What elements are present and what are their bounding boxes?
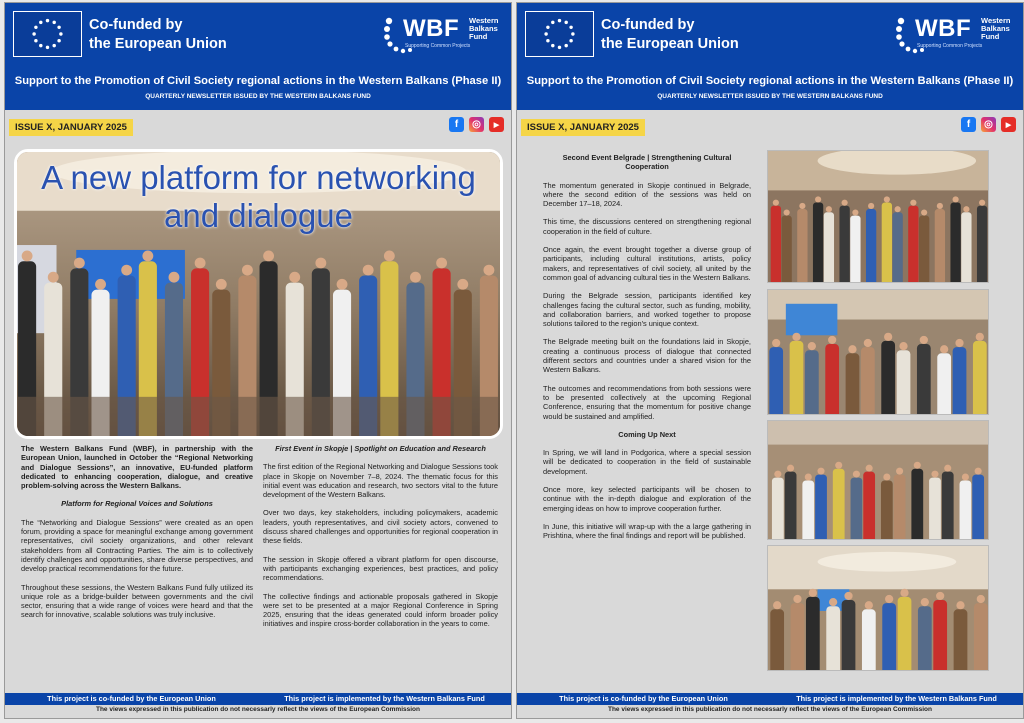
article-subheading: First Event in Skopje | Spotlight on Education and Research xyxy=(275,444,486,453)
wbf-name xyxy=(469,17,498,41)
facebook-icon[interactable]: f xyxy=(449,117,464,132)
newsletter-subtitle: QUARTERLY NEWSLETTER ISSUED BY THE WESTERN BALKANS FUND xyxy=(657,93,883,100)
person-head xyxy=(921,598,929,606)
person-head xyxy=(483,265,494,276)
project-title: Support to the Promotion of Civil Society regional actions in the Western Balkans (Phase II) xyxy=(14,75,502,87)
article-paragraph: The “Networking and Dialogue Sessions” were created as an open forum, providing a space for meaningful exchange among government representatives, civil society organizations, and other relevant stakeholders from all Contracting Parties. The aim is to collectively identify challenges and opportunities, share diverse perspectives, and develop practical recommendations for the future. xyxy=(21,517,253,574)
article-paragraph: Over two days, key stakeholders, including policymakers, academic leaders, youth representatives, and civil society actors, convened to discuss shared challenges and opportunities for regional cooperation in these fields. xyxy=(263,508,498,546)
article-paragraph: Once again, the event brought together a diverse group of participants, including cultural institutions, artists, policy makers, and representatives of civil society, all united by the common goal of advancing cultural ties in the Western Balkans. xyxy=(543,245,751,282)
person-figure xyxy=(950,202,960,282)
person-head xyxy=(817,468,824,475)
person-figure xyxy=(850,216,860,282)
person-figure xyxy=(908,206,918,282)
person-figure xyxy=(785,472,797,539)
facebook-icon[interactable]: f xyxy=(961,117,976,132)
person-head xyxy=(826,206,832,212)
person-head xyxy=(914,462,921,469)
wbf-name-line-3: Fund xyxy=(469,32,488,41)
hero-group-photo xyxy=(14,149,503,439)
hero-headline-line-1: A new platform for networking xyxy=(41,159,476,196)
person-figure xyxy=(917,344,931,414)
article-paragraph: This time, the discussions centered on strengthening regional cooperation in the field of culture. xyxy=(543,217,751,236)
social-links xyxy=(961,117,1016,132)
photo-illustration xyxy=(768,290,988,414)
person-figure xyxy=(933,600,947,670)
person-figure xyxy=(839,206,849,282)
wbf-name-line-1: Western xyxy=(981,16,1011,25)
eu-flag-logo xyxy=(525,11,594,57)
eu-flag-logo xyxy=(13,11,82,57)
person-figure xyxy=(894,475,906,539)
person-head xyxy=(842,200,848,206)
wbf-name-line-3: Fund xyxy=(981,32,1000,41)
article-subheading: Coming Up Next xyxy=(618,429,676,439)
footer-disclaimer: The views expressed in this publication do not necessarly reflect the views of the European Commission xyxy=(95,706,420,713)
person-figure xyxy=(881,341,895,414)
person-figure xyxy=(911,469,923,539)
person-head xyxy=(979,200,985,206)
article-column-right xyxy=(263,444,498,638)
person-head xyxy=(956,601,964,609)
person-figure xyxy=(973,341,987,414)
cofund-text xyxy=(601,16,739,54)
person-figure xyxy=(806,597,820,670)
article-paragraph: The Belgrade meeting built on the foundations laid in Skopje, creating a continuous process of dialogue that connected different sectors and countries under a shared vision for the Western Balkans. xyxy=(543,337,751,375)
wbf-name-line-2: Balkans xyxy=(981,24,1010,33)
youtube-icon[interactable]: ▶ xyxy=(489,117,504,132)
person-head xyxy=(896,468,903,475)
page-header xyxy=(517,3,1023,110)
hero-headline-line-2: and dialogue xyxy=(163,197,353,234)
person-figure xyxy=(882,603,896,670)
person-figure xyxy=(824,212,834,282)
article-paragraph: The momentum generated in Skopje continued in Belgrade, where the second edition of the sessions was held on December 17–18, 2024. xyxy=(543,180,751,209)
article-column-belgrade xyxy=(543,153,751,550)
person-head xyxy=(829,598,837,606)
person-figure xyxy=(771,206,781,282)
article-paragraph: In Spring, we will land in Podgorica, where a special session will be dedicated to cooperation in the field of sustainable development. xyxy=(543,448,751,476)
page-header xyxy=(5,3,511,110)
article-paragraph: In June, this initiative will wrap-up with the a large gathering in Prishtina, where the final findings and report will be published. xyxy=(543,521,751,541)
person-figure xyxy=(937,353,951,414)
wbf-logo xyxy=(383,13,507,57)
article-subheading: Platform for Regional Voices and Solutions xyxy=(61,499,213,509)
person-figure xyxy=(805,350,819,414)
person-head xyxy=(774,471,781,478)
person-head xyxy=(885,595,893,603)
footer-cofunded-text: This project is co-funded by the European Union xyxy=(559,694,728,703)
footer-disclaimer: The views expressed in this publication do not necessarly reflect the views of the European Commission xyxy=(607,706,932,713)
person-head xyxy=(95,279,106,290)
person-figure xyxy=(918,606,932,670)
person-head xyxy=(883,474,890,481)
article-paragraph: The outcomes and recommendations from both sessions were to be presented collectively at the upcoming Regional Conference, ensuring that the momentum for positive change would be sustained and amplified. xyxy=(543,383,751,421)
person-figure xyxy=(961,212,971,282)
person-figure xyxy=(813,202,823,282)
newsletter-page-2 xyxy=(516,2,1024,719)
cofund-line-2: the European Union xyxy=(89,36,227,52)
person-head xyxy=(866,465,873,472)
article-paragraph: The collective findings and actionable proposals gathered in Skopje were set to be presented at a major Regional Conference in Spring 2025, ensuring that the ideas generated could inform broader policy initiatives and inspire cross-border collaboration in the years to come. xyxy=(263,591,498,629)
photo-illustration xyxy=(768,546,988,670)
person-head xyxy=(263,251,274,262)
person-figure xyxy=(935,209,945,282)
person-head xyxy=(216,279,227,290)
person-figure xyxy=(846,353,860,414)
article-paragraph: The Western Balkans Fund (WBF), in partnership with the European Union, launched in October the “Regional Networking and Dialogue Sessions”, an innovative, EU-funded platform dedicated to enhancing cooperation, dialogue, and creative problem-solving across the Western Balkans. xyxy=(21,444,253,491)
article-column-left xyxy=(21,444,253,629)
person-head xyxy=(963,206,969,212)
person-head xyxy=(955,339,963,347)
person-head xyxy=(848,345,856,353)
article-paragraph: Throughout these sessions, the Western Balkans Fund fully utilized its unique role as a bridge-builder between governments and the civil sector, ensuring that a wide range of voices were heard and that the search for innovative, scalable solutions was truly inclusive. xyxy=(21,582,253,620)
person-head xyxy=(865,601,873,609)
person-figure xyxy=(953,347,967,414)
article-subheading: Second Event Belgrade | Strengthening Cultural Cooperation xyxy=(562,153,732,172)
issue-badge: ISSUE X, JANUARY 2025 xyxy=(9,119,133,136)
person-head xyxy=(809,589,817,597)
person-figure xyxy=(942,472,954,539)
article-paragraph: The first edition of the Regional Networking and Dialogue Sessions took place in Skopje on November 7–8, 2024. The thematic focus for this initial event was education and research, two sectors vital to the future development of the Western Balkans. xyxy=(263,462,498,500)
person-head xyxy=(835,462,842,469)
person-figure xyxy=(866,209,876,282)
person-head xyxy=(962,474,969,481)
person-figure xyxy=(815,475,827,539)
person-head xyxy=(953,196,959,202)
youtube-icon[interactable]: ▶ xyxy=(1001,117,1016,132)
person-figure xyxy=(791,603,805,670)
person-head xyxy=(48,272,59,283)
person-head xyxy=(936,592,944,600)
photo-belgrade-audience xyxy=(767,420,989,540)
person-figure xyxy=(898,597,912,670)
person-head xyxy=(975,468,982,475)
page-footer-bar xyxy=(517,693,1023,705)
wbf-wordmark: WBF xyxy=(915,15,972,42)
person-head xyxy=(808,342,816,350)
wbf-name-line-2: Balkans xyxy=(469,24,498,33)
person-figure xyxy=(863,472,875,539)
person-figure xyxy=(825,344,839,414)
person-head xyxy=(937,203,943,209)
person-figure xyxy=(781,216,791,282)
photo-illustration xyxy=(768,421,988,539)
person-head xyxy=(884,333,892,341)
wbf-logo xyxy=(895,13,1019,57)
wbf-wordmark: WBF xyxy=(403,15,460,42)
person-head xyxy=(815,196,821,202)
person-figure xyxy=(919,216,929,282)
person-head xyxy=(910,200,916,206)
person-figure xyxy=(897,350,911,414)
person-head xyxy=(944,465,951,472)
person-head xyxy=(315,258,326,269)
person-figure xyxy=(882,202,892,282)
person-head xyxy=(457,279,468,290)
person-figure xyxy=(881,481,893,539)
photo-belgrade-session xyxy=(767,289,989,415)
footer-cofunded-text: This project is co-funded by the European Union xyxy=(47,694,216,703)
project-title: Support to the Promotion of Civil Society regional actions in the Western Balkans (Phase II) xyxy=(526,75,1014,87)
person-figure xyxy=(977,206,987,282)
person-figure xyxy=(797,209,807,282)
hero-headline xyxy=(17,159,500,235)
wbf-name xyxy=(981,17,1010,41)
person-figure xyxy=(974,603,988,670)
person-head xyxy=(337,279,348,290)
person-figure xyxy=(802,481,814,539)
cofund-line-1: Co-funded by xyxy=(601,17,695,33)
person-head xyxy=(853,471,860,478)
person-head xyxy=(977,595,985,603)
wbf-tagline: Supporting Common Projects xyxy=(917,43,983,49)
person-head xyxy=(864,339,872,347)
cofund-line-2: the European Union xyxy=(601,36,739,52)
person-head xyxy=(142,251,153,262)
person-head xyxy=(195,258,206,269)
person-head xyxy=(976,333,984,341)
person-head xyxy=(921,209,927,215)
person-figure xyxy=(769,347,783,414)
person-head xyxy=(242,265,253,276)
person-head xyxy=(900,589,908,597)
person-head xyxy=(793,595,801,603)
person-head xyxy=(787,465,794,472)
person-figure xyxy=(929,478,941,539)
person-figure xyxy=(960,481,972,539)
person-head xyxy=(868,203,874,209)
person-head xyxy=(931,471,938,478)
cofund-text xyxy=(89,16,227,54)
person-head xyxy=(805,474,812,481)
person-head xyxy=(895,206,901,212)
instagram-icon[interactable]: ◎ xyxy=(469,117,484,132)
newsletter-page-1 xyxy=(4,2,512,719)
person-head xyxy=(799,203,805,209)
person-head xyxy=(940,345,948,353)
person-figure xyxy=(972,475,984,539)
person-head xyxy=(792,333,800,341)
wbf-tagline: Supporting Common Projects xyxy=(405,43,471,49)
person-head xyxy=(784,209,790,215)
article-paragraph: During the Belgrade session, participants identified key challenges facing the cultural sector, such as funding, mobility, and collaboration barriers, and worked together to propose solutions tailored to the region's unique context. xyxy=(543,291,751,329)
eu-stars-icon xyxy=(14,12,81,56)
person-figure xyxy=(861,347,875,414)
article-paragraph: The session in Skopje offered a vibrant platform for open discourse, with participants exchanging experiences, best practices, and policy recommendations. xyxy=(263,554,498,583)
person-figure xyxy=(770,609,784,670)
page-footer-bar xyxy=(5,693,511,705)
cofund-line-1: Co-funded by xyxy=(89,17,183,33)
person-head xyxy=(289,272,300,283)
person-head xyxy=(410,272,421,283)
person-head xyxy=(773,601,781,609)
person-head xyxy=(384,251,395,262)
footer-implemented-text: This project is implemented by the Western Balkans Fund xyxy=(284,694,485,703)
person-head xyxy=(363,265,374,276)
person-head xyxy=(121,265,132,276)
person-figure xyxy=(772,478,784,539)
person-figure xyxy=(826,606,840,670)
social-links xyxy=(449,117,504,132)
person-head xyxy=(436,258,447,269)
person-head xyxy=(169,272,180,283)
person-head xyxy=(772,339,780,347)
issue-badge: ISSUE X, JANUARY 2025 xyxy=(521,119,645,136)
person-figure xyxy=(851,478,863,539)
person-head xyxy=(852,209,858,215)
person-head xyxy=(828,336,836,344)
photo-illustration xyxy=(768,151,988,282)
person-head xyxy=(920,336,928,344)
person-head xyxy=(773,200,779,206)
person-head xyxy=(844,592,852,600)
person-figure xyxy=(833,469,845,539)
person-figure xyxy=(790,341,804,414)
newsletter-subtitle: QUARTERLY NEWSLETTER ISSUED BY THE WESTERN BALKANS FUND xyxy=(145,93,371,100)
instagram-icon[interactable]: ◎ xyxy=(981,117,996,132)
photo-conference-room xyxy=(767,545,989,671)
footer-implemented-text: This project is implemented by the Western Balkans Fund xyxy=(796,694,997,703)
person-head xyxy=(22,251,33,262)
person-head xyxy=(899,342,907,350)
article-paragraph: Once more, key selected participants will be chosen to continue with the in-depth dialogue and exploration of the emerging ideas on how to improve cooperation further. xyxy=(543,485,751,513)
wbf-name-line-1: Western xyxy=(469,16,499,25)
photo-belgrade-group xyxy=(767,150,989,283)
person-head xyxy=(884,196,890,202)
person-figure xyxy=(842,600,856,670)
person-figure xyxy=(892,212,902,282)
person-figure xyxy=(954,609,968,670)
eu-stars-icon xyxy=(526,12,593,56)
person-head xyxy=(74,258,85,269)
person-figure xyxy=(862,609,876,670)
